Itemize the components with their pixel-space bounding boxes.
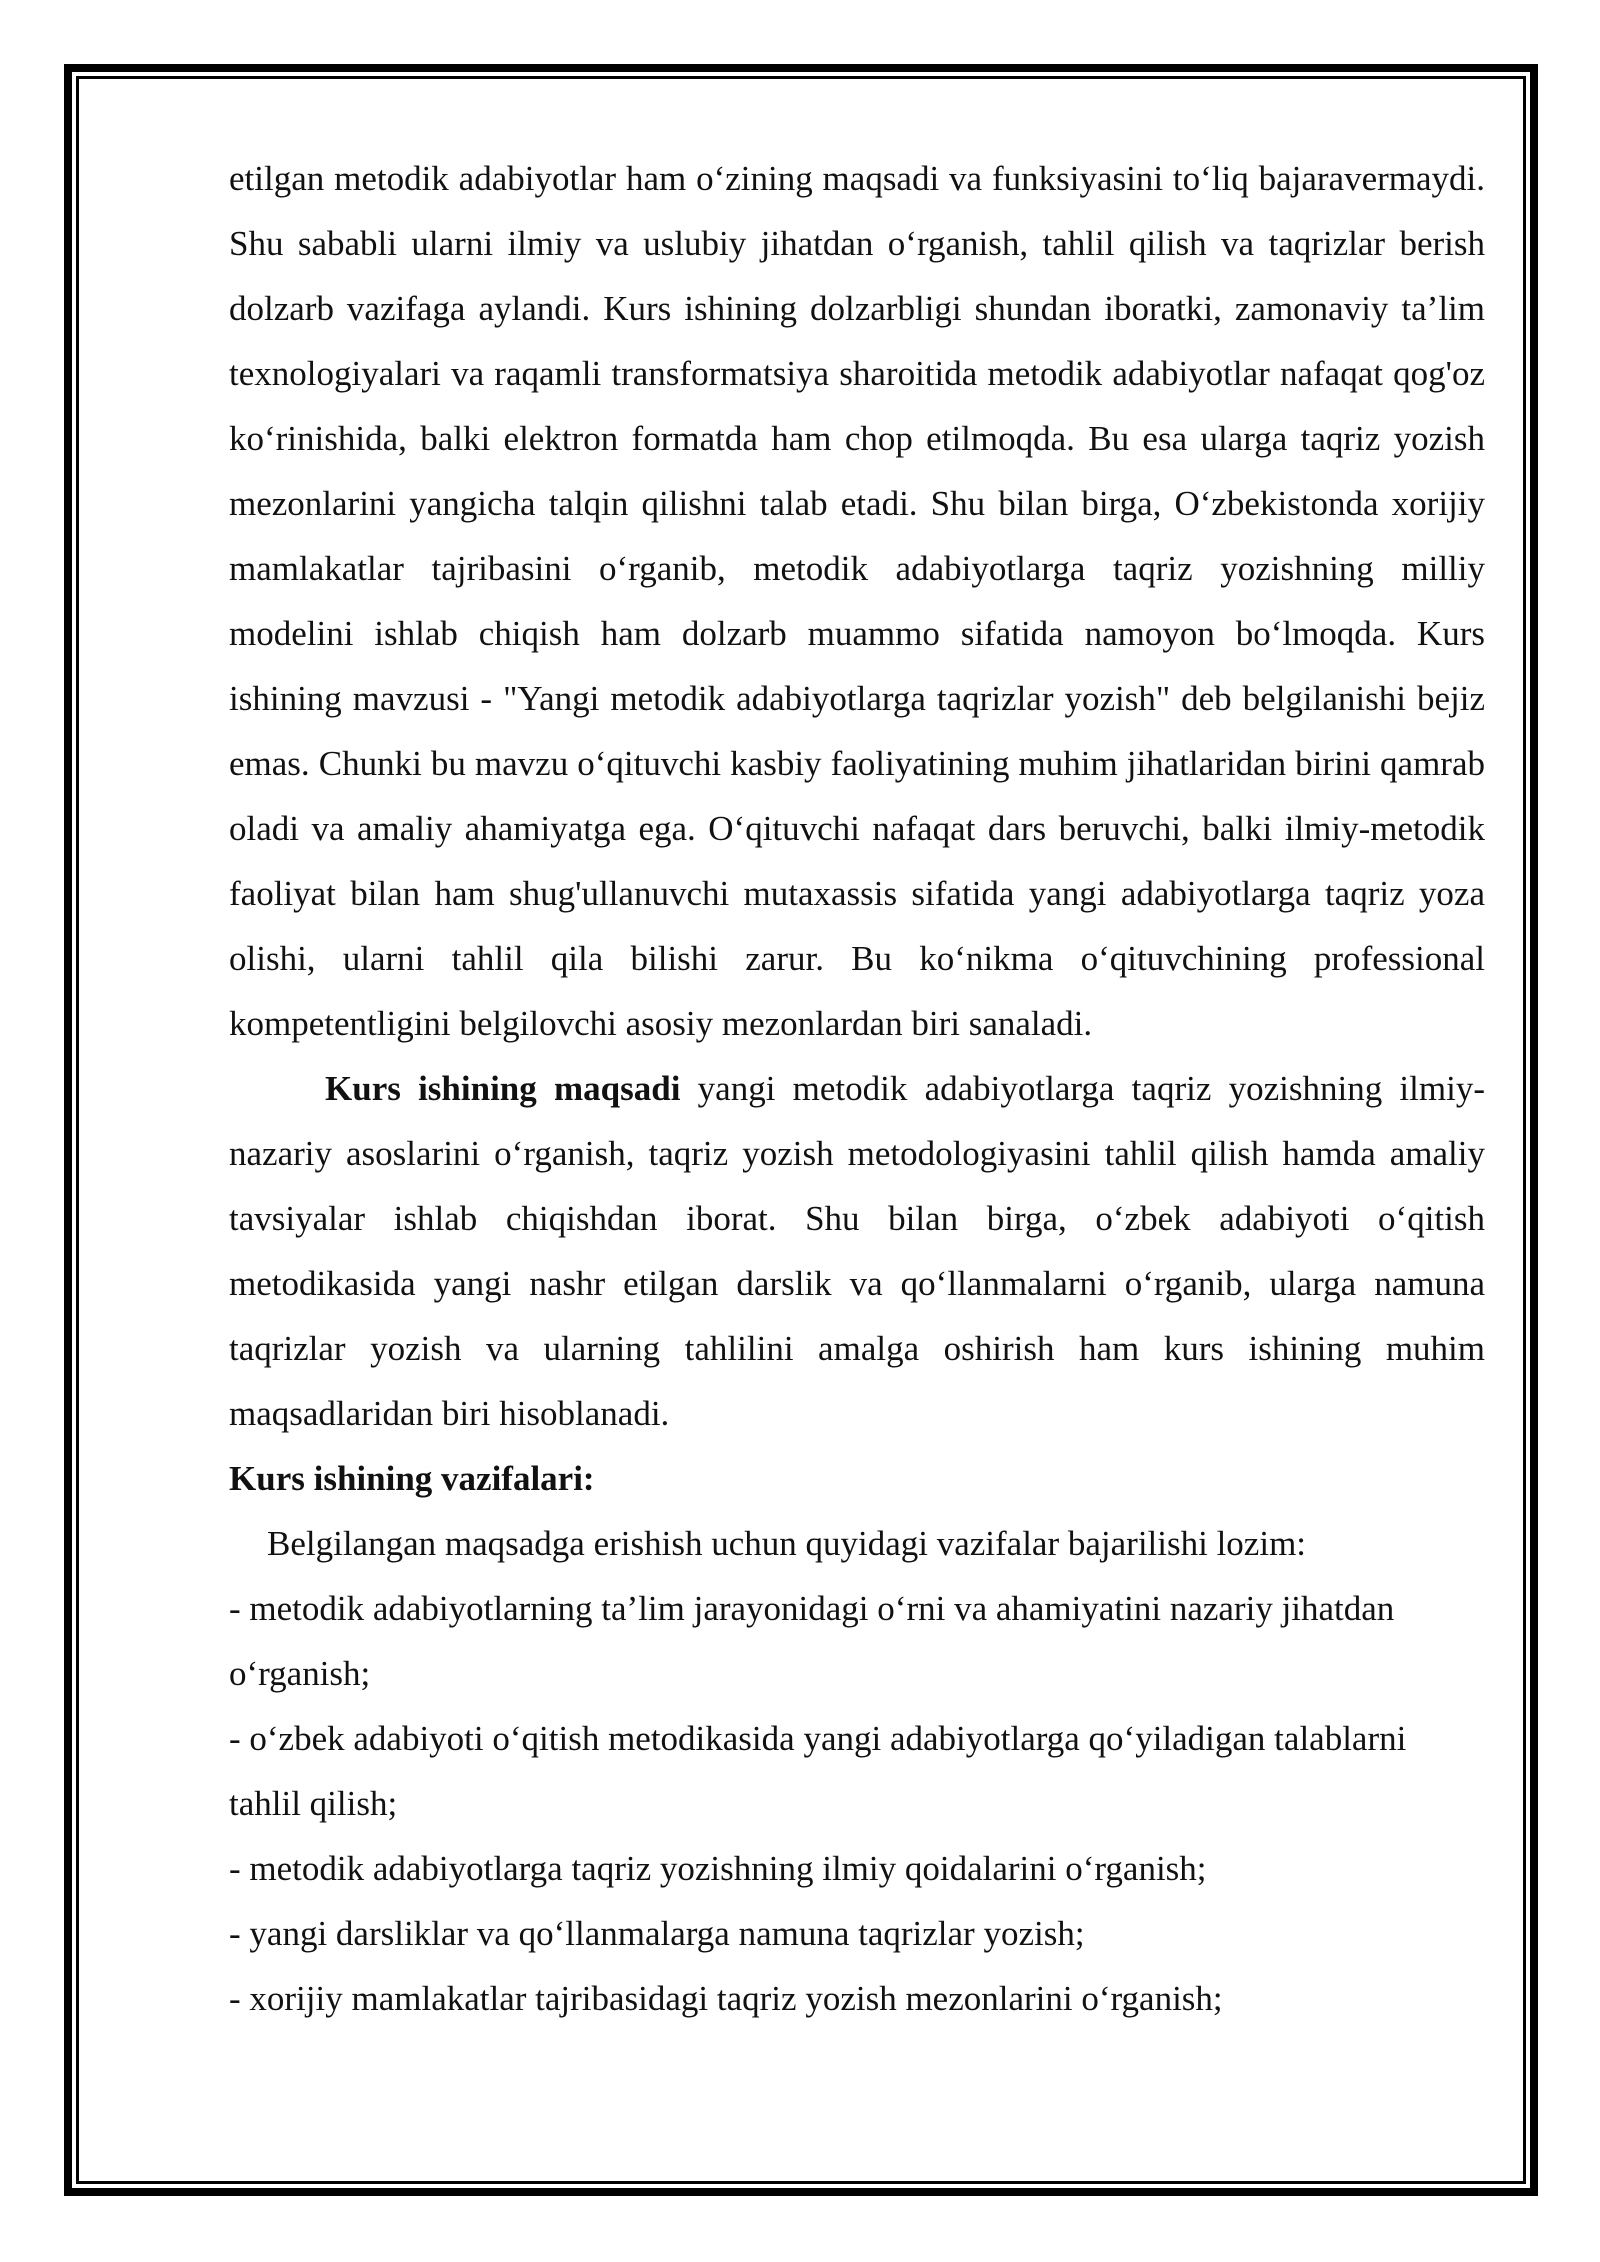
tasks-heading: Kurs ishining vazifalari: — [229, 1459, 595, 1498]
goal-text: yangi metodik adabiyotlarga taqriz yozishning ilmiy-nazariy asoslarini o‘rganish, taqriz yozish metodologiyasini tahlil qilish hamda amaliy tavsiyalar ishlab chiqishdan iborat. Shu bilan birga, o‘zbek adabiyoti o‘qitish metodikasida yangi nashr etilgan darslik va qo‘llanmalarni o‘rganib, ularga namuna taqrizlar yozish va ularning tahlilini amalga oshirish ham kurs ishining muhim maqsadlaridan biri hisoblanadi. — [229, 1069, 1485, 1433]
task-item: - metodik adabiyotlarga taqriz yozishning ilmiy qoidalarini o‘rganish; — [229, 1849, 1207, 1888]
task-item: - o‘zbek adabiyoti o‘qitish metodikasida yangi adabiyotlarga qo‘yiladigan talablarni tahlil qilish; — [229, 1719, 1407, 1823]
task-item: - xorijiy mamlakatlar tajribasidagi taqriz yozish mezonlarini o‘rganish; — [229, 1979, 1223, 2018]
tasks-intro: Belgilangan maqsadga erishish uchun quyidagi vazifalar bajarilishi lozim: — [267, 1524, 1307, 1563]
task-item: - metodik adabiyotlarning ta’lim jarayonidagi o‘rni va ahamiyatini nazariy jihatdan o‘rganish; — [229, 1589, 1395, 1693]
goal-label: Kurs ishining maqsadi — [325, 1069, 681, 1108]
task-item: - yangi darsliklar va qo‘llanmalarga namuna taqrizlar yozish; — [229, 1914, 1085, 1953]
intro-paragraph: etilgan metodik adabiyotlar ham o‘zining maqsadi va funksiyasini to‘liq bajaravermaydi. Shu sababli ularni ilmiy va uslubiy jihatdan o‘rganish, tahlil qilish va taqrizlar berish dolzarb vazifaga aylandi. Kurs ishining dolzarbligi shundan iboratki, zamonaviy ta’lim texnologiyalari va raqamli transformatsiya sharoitida metodik adabiyotlar nafaqat qog'oz ko‘rinishida, balki elektron formatda ham chop etilmoqda. Bu esa ularga taqriz yozish mezonlarini yangicha talqin qilishni talab etadi. Shu bilan birga, O‘zbekistonda xorijiy mamlakatlar tajribasini o‘rganib, metodik adabiyotlarga taqriz yozishning milliy modelini ishlab chiqish ham dolzarb muammo sifatida namoyon bo‘lmoqda. Kurs ishining mavzusi - "Yangi metodik adabiyotlarga taqrizlar yozish" deb belgilanishi bejiz emas. Chunki bu mavzu o‘qituvchi kasbiy faoliyatining muhim jihatlaridan birini qamrab oladi va amaliy ahamiyatga ega. O‘qituvchi nafaqat dars beruvchi, balki ilmiy-metodik faoliyat bilan ham shug'ullanuvchi mutaxassis sifatida yangi adabiyotlarga taqriz yoza olishi, ularni tahlil qila bilishi zarur. Bu ko‘nikma o‘qituvchining professional kompetentligini belgilovchi asosiy mezonlardan biri sanaladi. — [229, 159, 1485, 1043]
goal-paragraph — [229, 1056, 1485, 1446]
document-body — [229, 146, 1485, 2031]
